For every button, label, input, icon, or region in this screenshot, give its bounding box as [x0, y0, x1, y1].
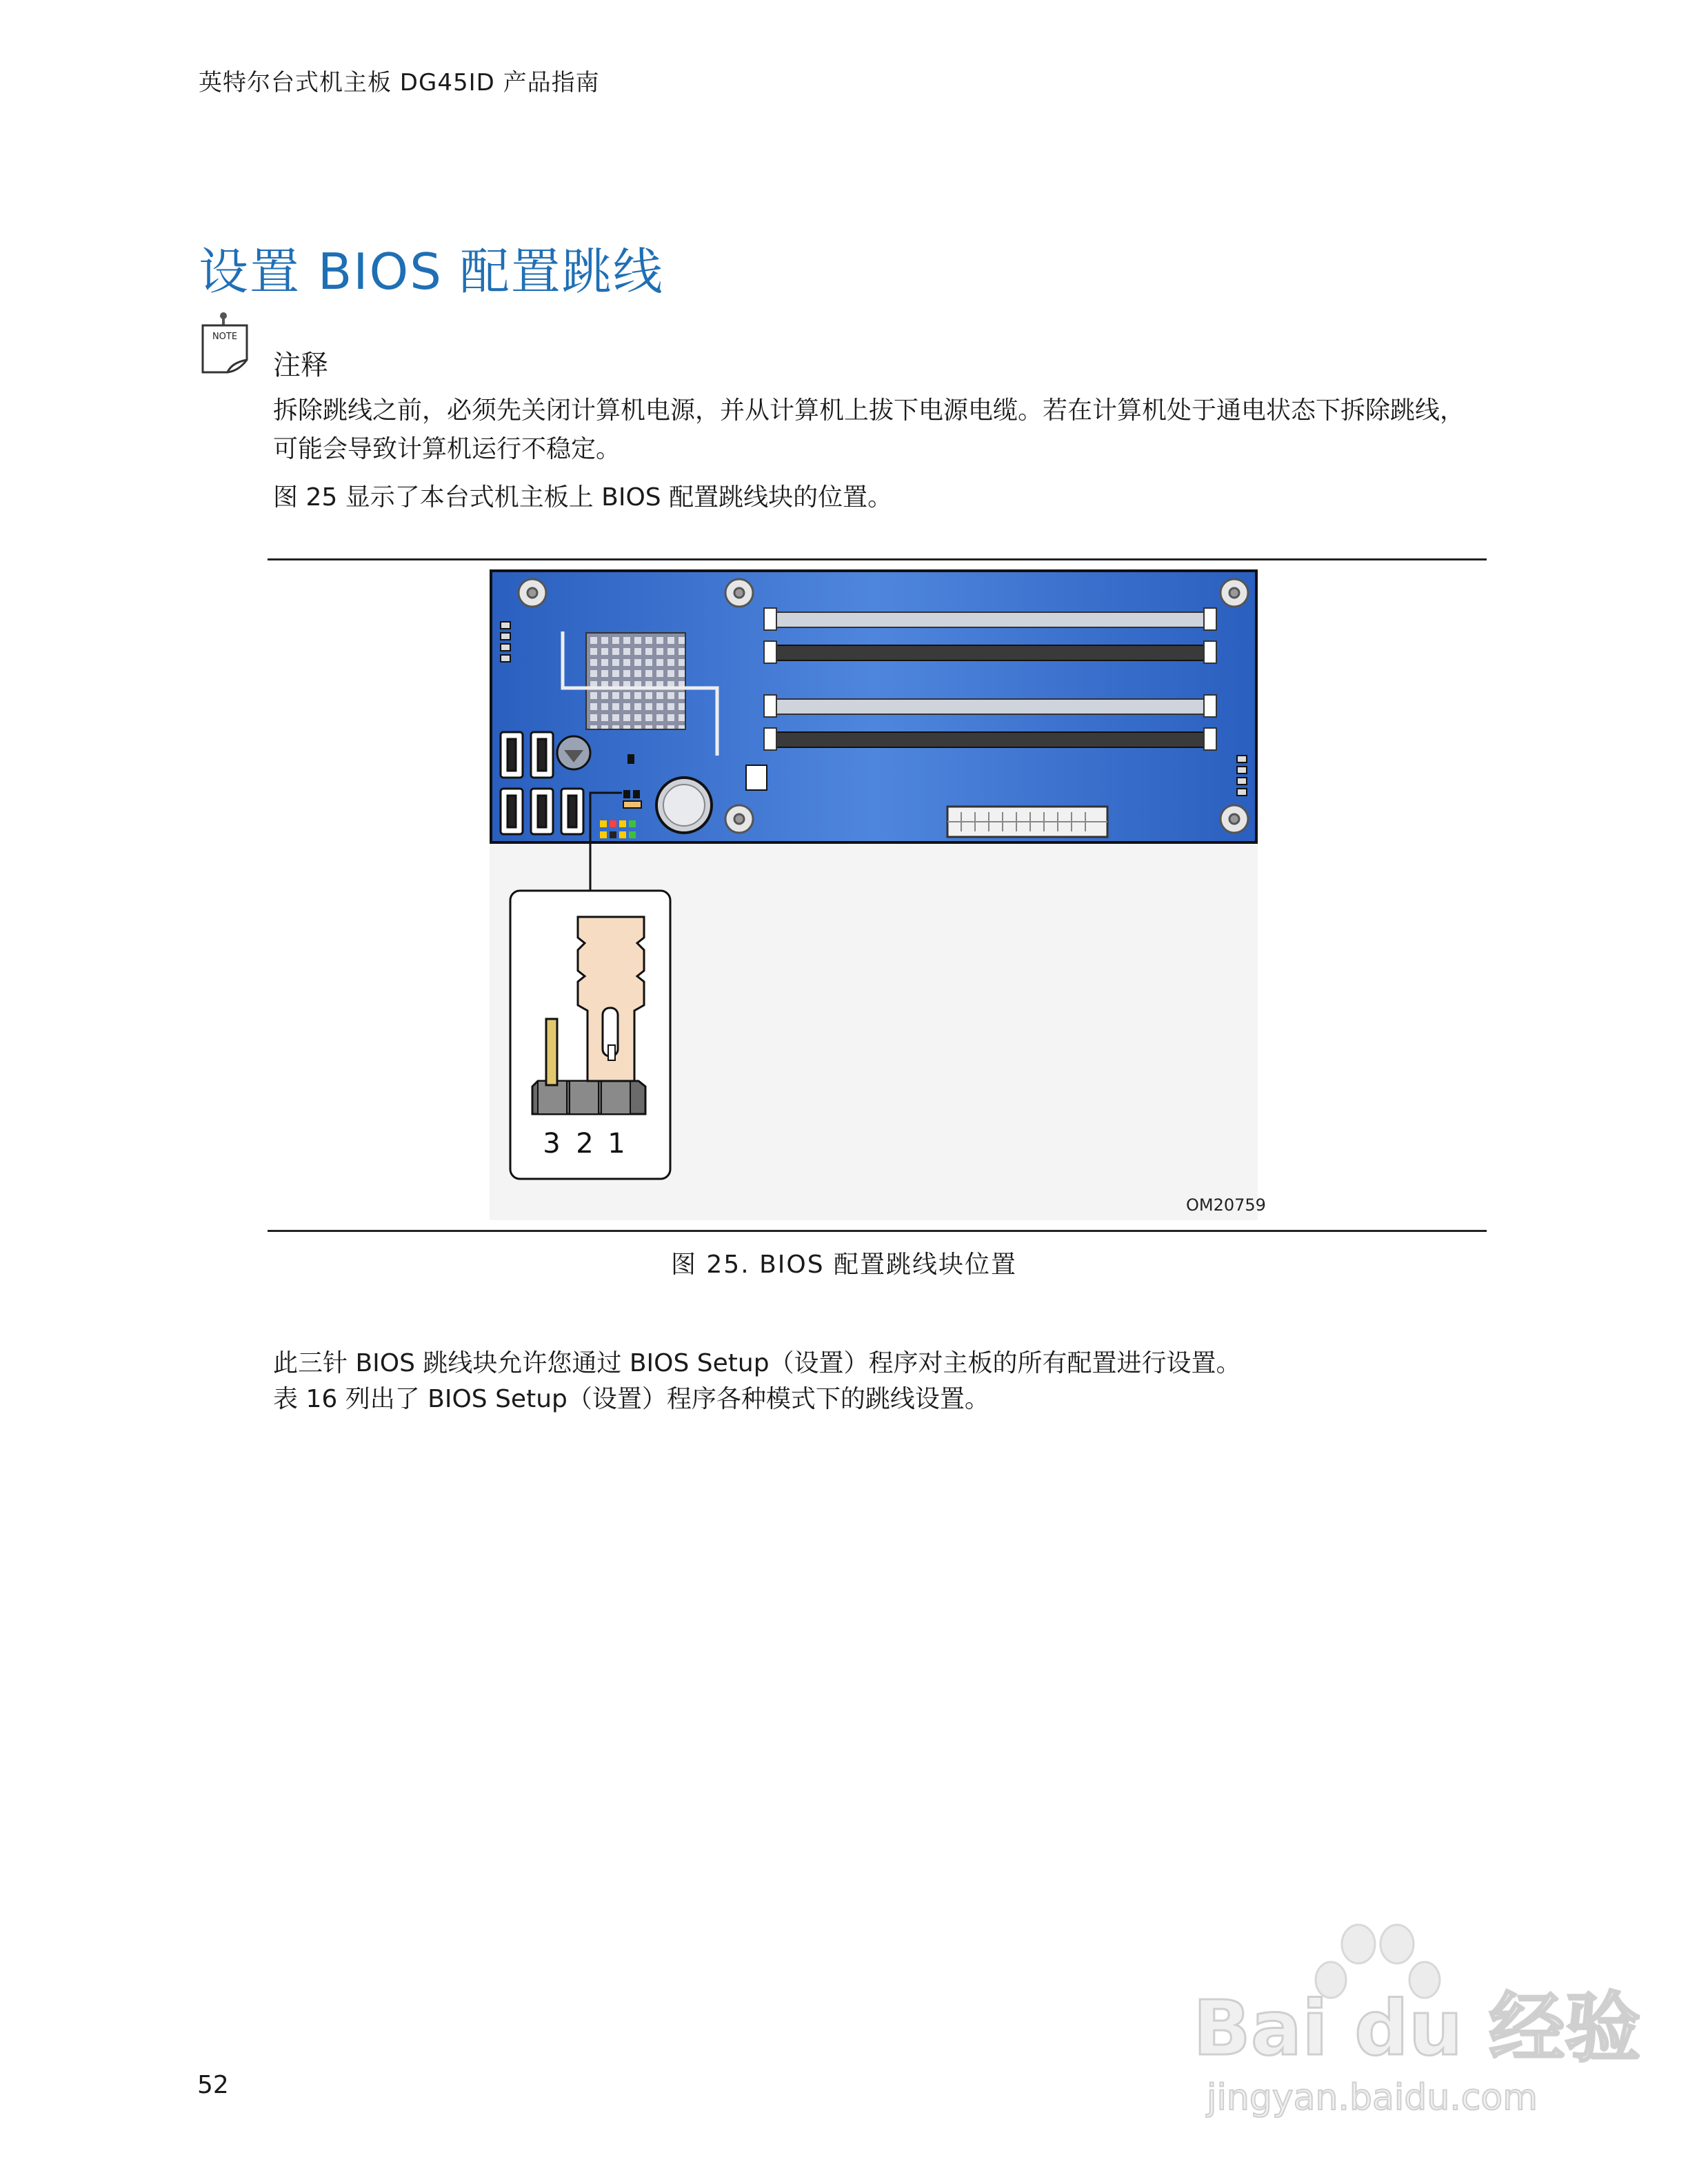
figure-code: OM20759 [1186, 1195, 1266, 1215]
baidu-watermark [1186, 1917, 1641, 2123]
motherboard-figure [490, 569, 1258, 1220]
section-title: 设置 BIOS 配置跳线 [199, 243, 664, 301]
note-icon-text: NOTE [212, 332, 238, 342]
figure-bottom-rule [268, 1230, 1487, 1232]
pin-label-2: 2 [576, 1128, 594, 1160]
watermark-brand: Bai du 经验 [1193, 1984, 1641, 2072]
pin-label-3: 3 [543, 1128, 561, 1160]
note-text: 拆除跳线之前，必须先关闭计算机电源，并从计算机上拔下电源电缆。若在计算机处于通电状态下拆除跳线，可能会导致计算机运行不稳定。 [273, 396, 1465, 463]
figure-top-rule [268, 558, 1487, 560]
figure-intro: 图 25 显示了本台式机主板上 BIOS 配置跳线块的位置。 [273, 483, 893, 512]
page-number: 52 [197, 2071, 229, 2099]
note-icon [197, 312, 252, 375]
body-line-2: 表 16 列出了 BIOS Setup（设置）程序各种模式下的跳线设置。 [273, 1385, 989, 1413]
figure-caption: 图 25. BIOS 配置跳线块位置 [670, 1251, 1018, 1279]
pin-label-1: 1 [607, 1128, 625, 1160]
watermark-url: jingyan.baidu.com [1207, 2077, 1538, 2119]
body-line-1: 此三针 BIOS 跳线块允许您通过 BIOS Setup（设置）程序对主板的所有配置进行设置。 [273, 1349, 1241, 1377]
document-header: 英特尔台式机主板 DG45ID 产品指南 [199, 69, 600, 97]
note-label: 注释 [273, 350, 328, 381]
chipset-heatsink [586, 633, 685, 729]
